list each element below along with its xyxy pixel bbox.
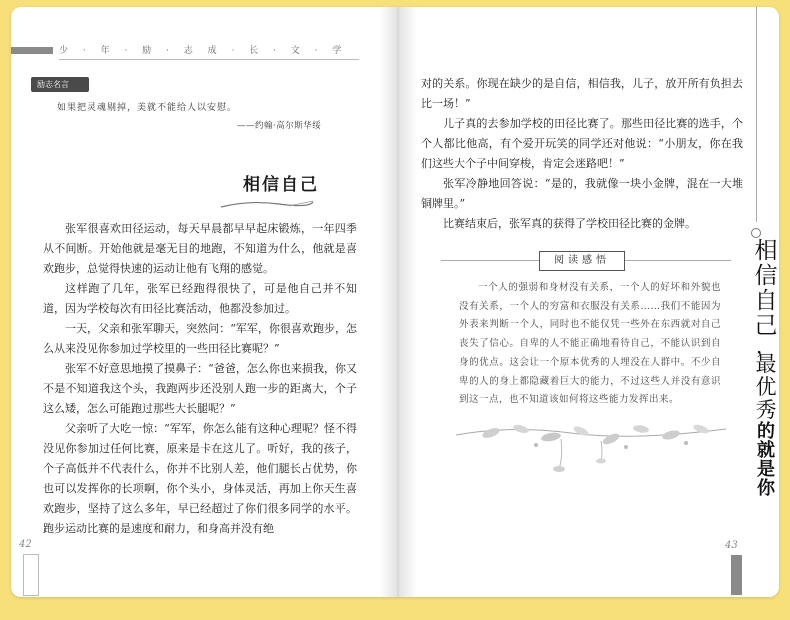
- quote-badge: 励志名言: [31, 77, 89, 92]
- reading-badge: 阅读感悟: [539, 251, 625, 271]
- series-title: 少 · 年 · 励 · 志 成 · 长 · 文 · 学: [59, 46, 348, 56]
- story-paragraph: 张军不好意思地摸了摸鼻子：“爸爸，怎么你也来损我，你又不是不知道我这个头，我跑两步还没别人跑一步的距离大，个子这么矮，怎么可能跑过那些大长腿呢？”: [43, 362, 357, 415]
- side-title: [751, 240, 779, 499]
- quote-author: ——约翰·高尔斯华绥: [237, 121, 322, 131]
- page-number-left: 42: [19, 539, 32, 550]
- story-paragraph: 张军很喜欢田径运动，每天早晨都早早起床锻炼，一年四季从不间断。开始他就是毫无目的地跑，不知道为什么，他就是喜欢跑步，总觉得快速的运动让他有飞翔的感觉。: [43, 222, 357, 275]
- side-title-char: 信: [754, 263, 778, 289]
- header-bar: [11, 47, 53, 54]
- side-title-char: 你: [757, 478, 775, 499]
- reading-paragraph: 一个人的强弱和身材没有关系，一个人的好坏和外貌也没有关系，一个人的穷富和衣服没有关系……我们不能因为外表来判断一个人，同时也不能仅凭一些外在东西就对自己丧失了信心。自卑的人不能正确地看待自己，不能认识到自身的优点。这会让一个原本优秀的人埋没在人群中。不少自卑的人的身上都隐藏着巨大的能力，不过这些人并没有意识到这一点，也不知道该如何将这些能力发挥出来。: [459, 282, 721, 406]
- side-title-line: [756, 7, 757, 222]
- side-title-char: ，: [756, 334, 776, 358]
- story-paragraph: 一天，父亲和张军聊天，突然问：“军军，你很喜欢跑步，怎么从来没见你参加过学校里的一些田径比赛呢？”: [43, 322, 357, 355]
- page-number-right: 43: [725, 540, 738, 551]
- reading-reflection: [459, 279, 721, 410]
- side-title-char: 秀: [755, 398, 777, 422]
- story-body-left: [43, 219, 357, 539]
- book-spread: [11, 7, 779, 597]
- side-title-char: 最: [755, 352, 777, 376]
- story-title: 相信自己: [243, 175, 319, 195]
- story-paragraph: 张军冷静地回答说：“是的，我就像一块小金牌，混在一大堆铜牌里。”: [421, 177, 743, 210]
- side-title-char: 自: [754, 288, 778, 314]
- story-paragraph: 对的关系。你现在缺少的是自信，相信我，儿子，放开所有负担去比一场！”: [421, 77, 743, 110]
- header-rule: [59, 59, 359, 60]
- quote-text: 如果把灵魂剔掉，美就不能给人以安慰。: [57, 103, 238, 113]
- story-paragraph: 这样跑了几年，张军已经跑得很快了，可是他自己并不知道，因为学校每次有田径比赛活动，他都没参加过。: [43, 282, 357, 315]
- side-title-circle: [751, 228, 761, 238]
- side-title-char: 己: [754, 313, 778, 339]
- side-title-char: 的: [757, 421, 775, 442]
- side-title-char: 是: [757, 459, 775, 480]
- page-tab-left: [23, 554, 39, 596]
- story-paragraph: 儿子真的去参加学校的田径比赛了。那些田径比赛的选手，个个人都比他高，有个爱开玩笑的同学还对他说：“小朋友，你在我们这些大个子中间穿梭，肯定会迷路吧！”: [421, 117, 743, 170]
- story-paragraph: 比赛结束后，张军真的获得了学校田径比赛的金牌。: [443, 217, 696, 230]
- page-tab-right: [731, 555, 742, 595]
- story-paragraph: 父亲听了大吃一惊：“军军，你怎么能有这种心理呢？怪不得没见你参加过任何比赛，原来是卡在这儿了。听好，我的孩子，个子高低并不代表什么，你并不比别人差，他们腿长占优势，你也可以发挥你的长项啊，你个头小，身体灵活，再加上你天生喜欢跑步，坚持了这么多年，早已经超过了你们很多同学的水平。跑步运动比赛的是速度和耐力，和身高并没有绝: [43, 422, 357, 535]
- story-body-right: [421, 74, 743, 234]
- title-swoosh-decoration: [219, 198, 315, 210]
- side-title-char: 就: [757, 440, 775, 461]
- book-gutter: [379, 7, 417, 597]
- floral-flourish-decoration: [451, 417, 731, 477]
- side-title-char: 相: [754, 238, 778, 264]
- side-title-char: 优: [755, 375, 777, 399]
